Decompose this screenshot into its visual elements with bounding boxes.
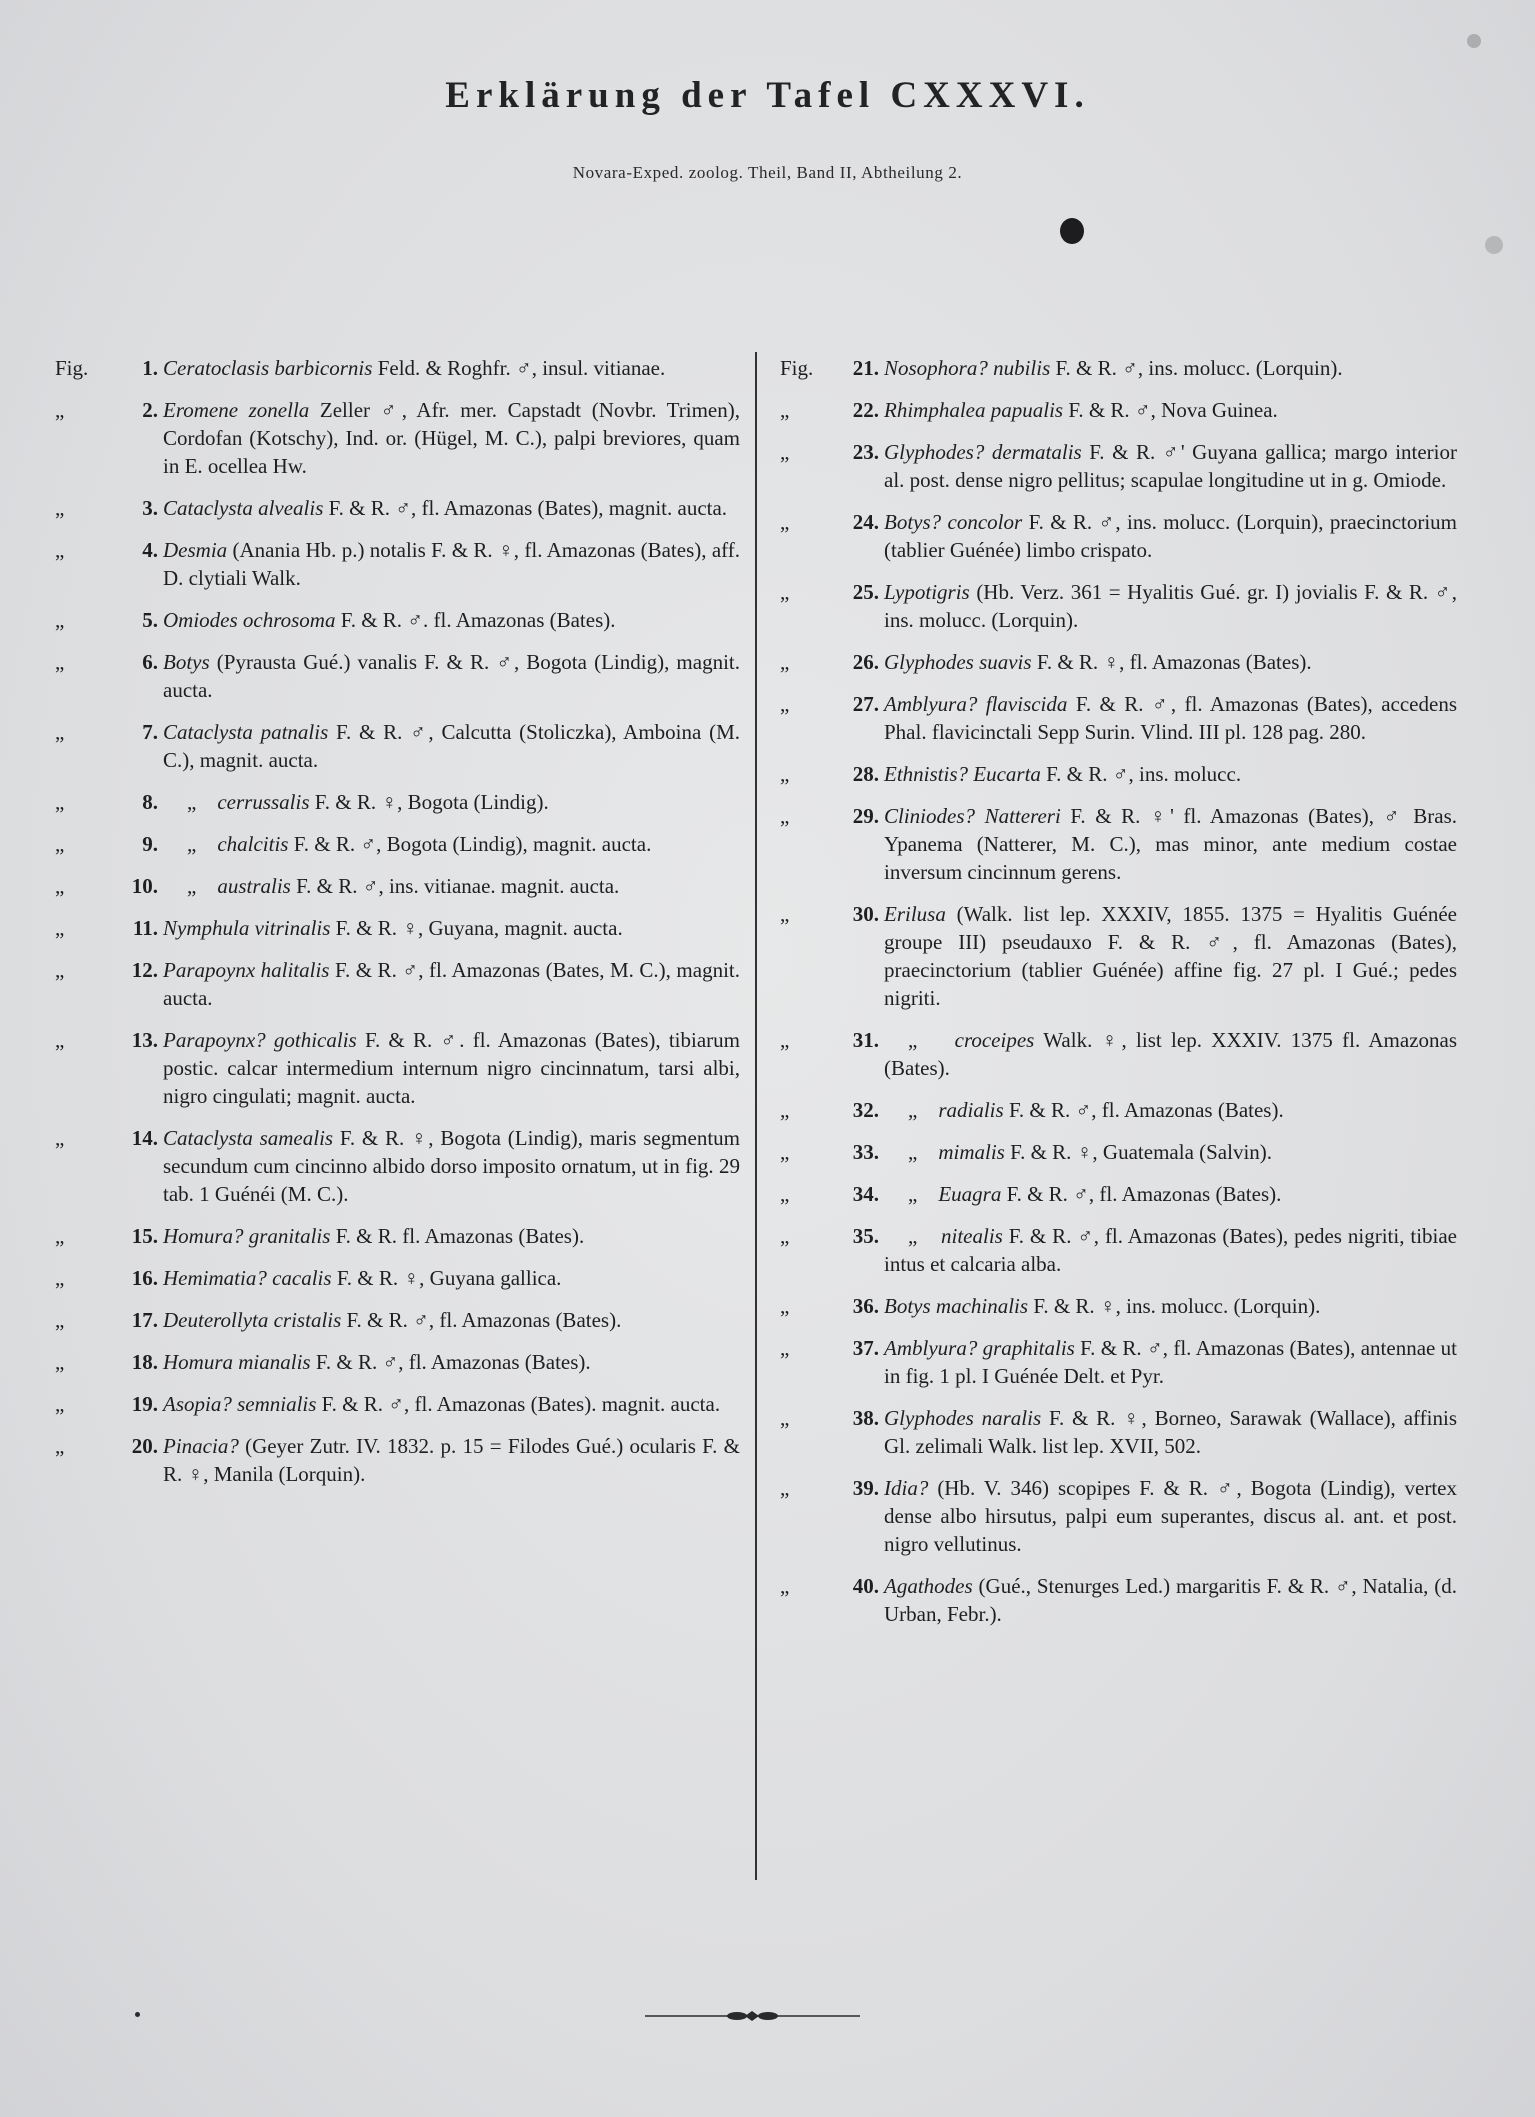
species-name: Idia? (884, 1476, 929, 1500)
page-subtitle: Novara-Exped. zoolog. Theil, Band II, Abtheilung 2. (572, 163, 963, 182)
figure-number: 28. (852, 762, 879, 786)
figure-entry (55, 718, 740, 774)
end-ornament (645, 2008, 860, 2024)
species-name: Omiodes ochrosoma (163, 608, 336, 632)
figure-entry (780, 690, 1457, 746)
figure-number: 15. (131, 1224, 158, 1248)
figure-entry (55, 494, 740, 522)
entry-description: (Geyer Zutr. IV. 1832. p. 15 = Filodes Gué.) ocularis F. & R. ♀, Manila (Lorquin). (163, 1434, 740, 1486)
entry-description: F. & R. ♂. fl. Amazonas (Bates). (340, 608, 616, 632)
species-name: Deuterollyta cristalis (163, 1308, 342, 1332)
figure-entry (55, 872, 740, 900)
figure-prefix: „ (55, 496, 65, 520)
figure-number: 7. (142, 720, 158, 744)
figure-prefix: Fig. (780, 356, 814, 380)
figure-entry (55, 536, 740, 592)
figure-entry (55, 914, 740, 942)
figure-prefix: „ (55, 1392, 65, 1416)
figure-number: 17. (131, 1308, 158, 1332)
figure-number: 33. (852, 1140, 879, 1164)
entry-description: F. & R. ♀' fl. Amazonas (Bates), ♂ Bras. Ypanema (Natterer, M. C.), mas minor, ante medium costae inversum cincinnum gerens. (884, 804, 1458, 884)
entry-description: (Hb. V. 346) scopipes F. & R. ♂, Bogota (Lindig), vertex dense albo hirsutus, palpi eum superantes, discus al. ant. et post. nigro vellutinus. (884, 1476, 1458, 1556)
species-name: Cataclysta patnalis (163, 720, 329, 744)
species-name: chalcitis (217, 832, 289, 856)
figure-entry (780, 760, 1457, 788)
species-name: Homura mianalis (163, 1350, 311, 1374)
species-name: Parapoynx halitalis (163, 958, 330, 982)
figure-prefix: „ (55, 1308, 65, 1332)
species-name: Glyphodes suavis (884, 650, 1032, 674)
species-name: Parapoynx? gothicalis (163, 1028, 357, 1052)
figure-prefix: „ (780, 1140, 790, 1164)
figure-entry (780, 578, 1457, 634)
figure-entry (55, 606, 740, 634)
figure-prefix: „ (780, 580, 790, 604)
ink-speck (135, 2012, 140, 2017)
column-divider (755, 352, 757, 1880)
entry-description: F. & R. ♂, ins. molucc. (Lorquin), praecinctorium (tablier Guénée) limbo crispato. (884, 510, 1458, 562)
figure-prefix: „ (780, 440, 790, 464)
entry-description: F. & R. ♀, Guyana gallica. (336, 1266, 562, 1290)
figure-entry (55, 1124, 740, 1208)
figure-number: 32. (852, 1098, 879, 1122)
ditto-mark: „ (187, 874, 197, 898)
ink-speck (1467, 34, 1481, 48)
figure-entry (780, 1474, 1457, 1558)
species-name: Ethnistis? Eucarta (884, 762, 1041, 786)
species-name: croceipes (954, 1028, 1035, 1052)
figure-number: 3. (142, 496, 158, 520)
figure-prefix: „ (780, 1294, 790, 1318)
figure-entry (780, 354, 1457, 382)
species-name: Erilusa (884, 902, 946, 926)
figure-number: 19. (131, 1392, 158, 1416)
left-column (55, 354, 740, 1502)
figure-entry (55, 396, 740, 480)
figure-prefix: „ (780, 1406, 790, 1430)
figure-entry (55, 1264, 740, 1292)
species-name: Nymphula vitrinalis (163, 916, 331, 940)
figure-entry (780, 1222, 1457, 1278)
figure-number: 8. (142, 790, 158, 814)
entry-description: F. & R. ♀, Bogota (Lindig). (314, 790, 549, 814)
species-name: Botys machinalis (884, 1294, 1029, 1318)
ink-speck (1060, 218, 1084, 244)
figure-prefix: „ (780, 902, 790, 926)
entry-description: F. & R. ♂, Bogota (Lindig), magnit. aucta. (293, 832, 652, 856)
entry-description: F. & R. ♀, Guatemala (Salvin). (1010, 1140, 1273, 1164)
figure-prefix: „ (55, 398, 65, 422)
figure-prefix: „ (780, 1476, 790, 1500)
entry-description: F. & R. ♂, fl. Amazonas (Bates). (346, 1308, 622, 1332)
figure-prefix: „ (780, 1574, 790, 1598)
figure-prefix: „ (55, 790, 65, 814)
figure-entry (55, 1390, 740, 1418)
figure-prefix: „ (780, 804, 790, 828)
species-name: nitealis (941, 1224, 1003, 1248)
entry-description: F. & R. ♂, fl. Amazonas (Bates), antennae ut in fig. 1 pl. I Guénée Delt. et Pyr. (884, 1336, 1457, 1388)
figure-number: 20. (131, 1434, 158, 1458)
figure-prefix: „ (55, 1434, 65, 1458)
species-name: Agathodes (884, 1574, 973, 1598)
figure-number: 23. (852, 440, 879, 464)
figure-prefix: „ (780, 1336, 790, 1360)
figure-number: 4. (142, 538, 158, 562)
figure-prefix: „ (55, 1224, 65, 1248)
figure-entry (55, 648, 740, 704)
figure-entry (780, 1096, 1457, 1124)
figure-number: 39. (852, 1476, 879, 1500)
species-name: Amblyura? flaviscida (884, 692, 1068, 716)
figure-prefix: „ (55, 832, 65, 856)
entry-description: F. & R. ♂, Nova Guinea. (1068, 398, 1278, 422)
figure-entry (780, 1026, 1457, 1082)
entry-description: Walk. ♀, list lep. XXXIV. 1375 fl. Amazonas (Bates). (884, 1028, 1458, 1080)
figure-prefix: „ (55, 538, 65, 562)
right-column (780, 354, 1457, 1642)
figure-prefix: „ (55, 1350, 65, 1374)
entry-description: (Gué., Stenurges Led.) margaritis F. & R. ♂, Natalia, (d. Urban, Febr.). (884, 1574, 1457, 1626)
species-name: Homura? granitalis (163, 1224, 331, 1248)
species-name: Hemimatia? cacalis (163, 1266, 332, 1290)
species-name: Eromene zonella (163, 398, 310, 422)
figure-number: 9. (142, 832, 158, 856)
ditto-mark: „ (908, 1028, 918, 1052)
figure-number: 31. (852, 1028, 879, 1052)
figure-entry (55, 1026, 740, 1110)
entry-description: Zeller ♂, Afr. mer. Capstadt (Novbr. Trimen), Cordofan (Kotschy), Ind. or. (Hügel, M. C.), palpi breviores, quam in E. ocellea Hw. (163, 398, 740, 478)
entry-description: F. & R. ♂, fl. Amazonas (Bates). (1006, 1182, 1282, 1206)
entry-description: F. & R. ♂, fl. Amazonas (Bates). magnit. aucta. (321, 1392, 721, 1416)
figure-prefix: „ (780, 762, 790, 786)
figure-number: 6. (142, 650, 158, 674)
entry-description: F. & R. ♂, fl. Amazonas (Bates), accedens Phal. flavicinctali Sepp Surin. Vlind. III pl. 128 pag. 280. (884, 692, 1458, 744)
figure-number: 35. (852, 1224, 879, 1248)
species-name: Nosophora? nubilis (884, 356, 1051, 380)
figure-prefix: „ (55, 874, 65, 898)
figure-entry (780, 396, 1457, 424)
figure-prefix: „ (55, 1126, 65, 1150)
figure-number: 21. (852, 356, 879, 380)
species-name: Cataclysta samealis (163, 1126, 334, 1150)
entry-description: (Hb. Verz. 361 = Hyalitis Gué. gr. I) jovialis F. & R. ♂, ins. molucc. (Lorquin). (884, 580, 1458, 632)
entry-description: (Anania Hb. p.) notalis F. & R. ♀, fl. Amazonas (Bates), aff. D. clytiali Walk. (163, 538, 740, 590)
species-name: Lypotigris (884, 580, 970, 604)
figure-entry (55, 1222, 740, 1250)
species-name: cerrussalis (217, 790, 310, 814)
figure-number: 34. (852, 1182, 879, 1206)
figure-number: 24. (852, 510, 879, 534)
species-name: Glyphodes? dermatalis (884, 440, 1082, 464)
figure-number: 11. (132, 916, 158, 940)
figure-number: 36. (852, 1294, 879, 1318)
entry-description: F. & R. ♂, fl. Amazonas (Bates). (315, 1350, 591, 1374)
figure-prefix: „ (780, 1224, 790, 1248)
figure-prefix: „ (780, 650, 790, 674)
figure-entry (55, 1306, 740, 1334)
figure-prefix: „ (55, 608, 65, 632)
figure-number: 40. (852, 1574, 879, 1598)
figure-prefix: „ (55, 1028, 65, 1052)
figure-number: 38. (852, 1406, 879, 1430)
figure-entry (55, 956, 740, 1012)
figure-prefix: „ (780, 1098, 790, 1122)
figure-prefix: „ (780, 1028, 790, 1052)
figure-number: 26. (852, 650, 879, 674)
entry-description: F. & R. ♀, ins. molucc. (Lorquin). (1033, 1294, 1321, 1318)
entry-description: F. & R. fl. Amazonas (Bates). (335, 1224, 585, 1248)
entry-description: F. & R. ♂, ins. molucc. (Lorquin). (1055, 356, 1343, 380)
species-name: Amblyura? graphitalis (884, 1336, 1075, 1360)
species-name: Pinacia? (163, 1434, 239, 1458)
figure-prefix: „ (780, 692, 790, 716)
figure-prefix: „ (780, 398, 790, 422)
entry-description: F. & R. ♂' Guyana gallica; margo interior al. post. dense nigro pellitus; scapulae longitudine ut in g. Omiode. (884, 440, 1458, 492)
figure-number: 22. (852, 398, 879, 422)
figure-prefix: „ (55, 916, 65, 940)
entry-description: F. & R. ♂, Calcutta (Stoliczka), Amboina (M. C.), magnit. aucta. (163, 720, 740, 772)
species-name: Ceratoclasis barbicornis (163, 356, 373, 380)
figure-number: 12. (131, 958, 158, 982)
entry-description: F. & R. ♂, ins. vitianae. magnit. aucta. (296, 874, 620, 898)
figure-prefix: „ (55, 650, 65, 674)
ink-speck (1485, 236, 1503, 254)
entry-description: (Walk. list lep. XXXIV, 1855. 1375 = Hyalitis Guénée groupe III) pseudauxo F. & R. ♂, fl. Amazonas (Bates), praecinctorium (tablier Guénée) affine fig. 27 pl. I Gué.; pedes nigriti. (884, 902, 1457, 1010)
figure-entry (780, 802, 1457, 886)
figure-prefix: „ (780, 1182, 790, 1206)
entry-description: (Pyrausta Gué.) vanalis F. & R. ♂, Bogota (Lindig), magnit. aucta. (163, 650, 741, 702)
ditto-mark: „ (187, 832, 197, 856)
figure-entry (780, 1292, 1457, 1320)
figure-entry (55, 1432, 740, 1488)
page-title: Erklärung der Tafel CXXXVI. (445, 75, 1090, 116)
species-name: Euagra (938, 1182, 1002, 1206)
figure-entry (780, 648, 1457, 676)
figure-number: 10. (131, 874, 158, 898)
species-name: Botys (163, 650, 210, 674)
species-name: Asopia? semnialis (163, 1392, 317, 1416)
ditto-mark: „ (187, 790, 197, 814)
ditto-mark: „ (908, 1224, 918, 1248)
figure-number: 18. (131, 1350, 158, 1374)
ditto-mark: „ (908, 1140, 918, 1164)
entry-description: F. & R. ♀, fl. Amazonas (Bates). (1036, 650, 1312, 674)
figure-number: 16. (131, 1266, 158, 1290)
figure-entry (55, 1348, 740, 1376)
entry-description: F. & R. ♂, fl. Amazonas (Bates), pedes nigriti, tibiae intus et calcaria alba. (884, 1224, 1458, 1276)
figure-number: 37. (852, 1336, 879, 1360)
entry-description: F. & R. ♀, Guyana, magnit. aucta. (335, 916, 623, 940)
figure-prefix: „ (780, 510, 790, 534)
entry-description: Feld. & Roghfr. ♂, insul. vitianae. (377, 356, 666, 380)
species-name: Cliniodes? Nattereri (884, 804, 1061, 828)
species-name: australis (217, 874, 291, 898)
figure-prefix: Fig. (55, 356, 89, 380)
entry-description: F. & R. ♀, Borneo, Sarawak (Wallace), affinis Gl. zelimali Walk. list lep. XVII, 502. (884, 1406, 1457, 1458)
figure-number: 2. (142, 398, 158, 422)
figure-entry (780, 900, 1457, 1012)
figure-entry (55, 830, 740, 858)
entry-description: F. & R. ♀, Bogota (Lindig), maris segmentum secundum cum cincinno albido dorso imposito ornatum, ut in fig. 29 tab. 1 Guénéi (M. C.). (163, 1126, 741, 1206)
species-name: Cataclysta alvealis (163, 496, 324, 520)
figure-number: 13. (131, 1028, 158, 1052)
figure-prefix: „ (55, 720, 65, 744)
species-name: Rhimphalea papualis (884, 398, 1064, 422)
species-name: Botys? concolor (884, 510, 1023, 534)
figure-number: 1. (142, 356, 158, 380)
figure-number: 27. (852, 692, 879, 716)
entry-description: F. & R. ♂, fl. Amazonas (Bates). (1008, 1098, 1284, 1122)
figure-entry (780, 508, 1457, 564)
figure-number: 5. (142, 608, 158, 632)
figure-entry (780, 1138, 1457, 1166)
figure-number: 14. (131, 1126, 158, 1150)
ditto-mark: „ (908, 1098, 918, 1122)
figure-entry (780, 1334, 1457, 1390)
figure-entry (55, 354, 740, 382)
figure-entry (55, 788, 740, 816)
figure-number: 29. (852, 804, 879, 828)
entry-description: F. & R. ♂, fl. Amazonas (Bates), magnit. aucta. (328, 496, 728, 520)
entry-description: F. & R. ♂. fl. Amazonas (Bates), tibiarum postic. calcar intermedium internum nigro cincinnatum, tarsi albi, nigro cingulati; magnit. aucta. (163, 1028, 741, 1108)
entry-description: F. & R. ♂, ins. molucc. (1046, 762, 1242, 786)
figure-number: 30. (852, 902, 879, 926)
figure-prefix: „ (55, 1266, 65, 1290)
entry-description: F. & R. ♂, fl. Amazonas (Bates, M. C.), magnit. aucta. (163, 958, 740, 1010)
figure-entry (780, 1572, 1457, 1628)
species-name: Desmia (163, 538, 228, 562)
figure-prefix: „ (55, 958, 65, 982)
figure-entry (780, 1180, 1457, 1208)
species-name: mimalis (938, 1140, 1005, 1164)
ditto-mark: „ (908, 1182, 918, 1206)
figure-number: 25. (852, 580, 879, 604)
figure-entry (780, 438, 1457, 494)
species-name: radialis (938, 1098, 1004, 1122)
figure-entry (780, 1404, 1457, 1460)
species-name: Glyphodes naralis (884, 1406, 1042, 1430)
